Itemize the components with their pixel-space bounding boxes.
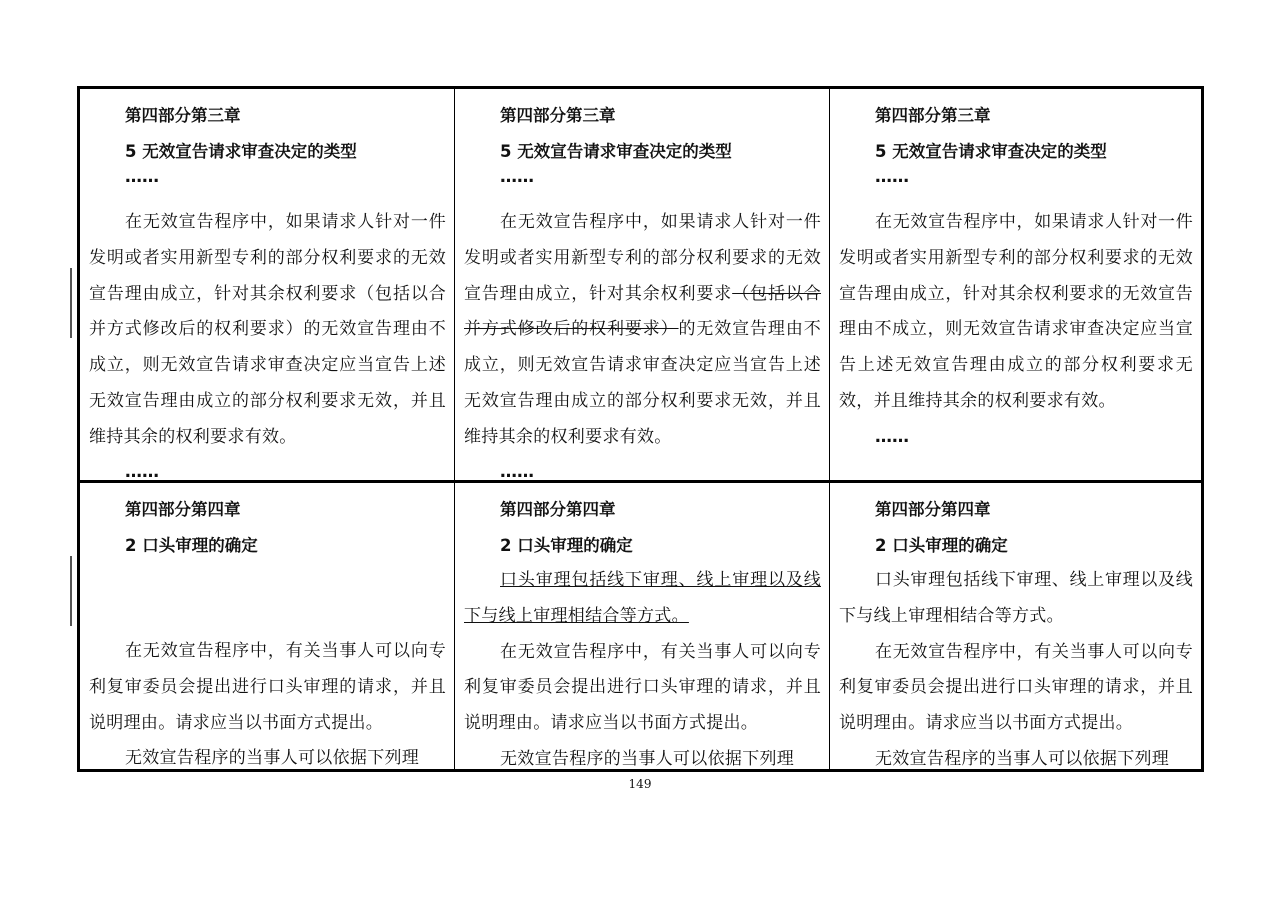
section-heading: 2 口头审理的确定 — [500, 535, 633, 555]
paragraph: 在无效宣告程序中，有关当事人可以向专利复审委员会提出进行口头审理的请求，并且说明理由。请求应当以书面方式提出。 — [464, 641, 821, 734]
paragraph: 无效宣告程序的当事人可以依据下列理 — [125, 748, 420, 769]
chapter-heading: 第四部分第四章 — [500, 500, 616, 519]
chapter-heading: 第四部分第三章 — [125, 106, 241, 125]
cell-revision-section-5 — [455, 89, 830, 483]
text-part: 的无效宣告理由不成立，则无效宣告请求审查决定应当宣告上述无效宣告理由成立的部分权利要求无效，并且维持其余的权利要求有效。 — [464, 319, 821, 447]
ellipsis: …… — [875, 167, 909, 188]
comparison-table — [77, 86, 1204, 772]
chapter-heading: 第四部分第三章 — [500, 106, 616, 125]
page-number: 149 — [628, 777, 652, 791]
chapter-heading: 第四部分第三章 — [875, 106, 991, 125]
cell-revised-section-5 — [830, 89, 1201, 483]
cell-revised-section-2 — [830, 483, 1201, 769]
section-heading: 5 无效宣告请求审查决定的类型 — [875, 141, 1107, 161]
cell-original-section-5 — [80, 89, 455, 483]
text-part: 在无效宣告程序中，如果请求人针对一件发明或者实用新型专利的部分权利要求的无效宣告理由成立，针对其余权利要求 — [464, 212, 821, 304]
change-bar-1 — [70, 268, 72, 338]
ellipsis: …… — [500, 167, 534, 188]
inserted-paragraph — [464, 563, 821, 634]
section-heading: 2 口头审理的确定 — [875, 535, 1008, 555]
chapter-heading: 第四部分第四章 — [875, 500, 991, 519]
cell-original-section-2 — [80, 483, 455, 769]
paragraph: 在无效宣告程序中，如果请求人针对一件发明或者实用新型专利的部分权利要求的无效宣告理由成立，针对其余权利要求（包括以合并方式修改后的权利要求）的无效宣告理由不成立，则无效宣告请求审查决定应当宣告上述无效宣告理由成立的部分权利要求无效，并且维持其余的权利要求有效。 — [89, 212, 446, 447]
ellipsis: …… — [875, 426, 909, 447]
paragraph: 无效宣告程序的当事人可以依据下列理 — [500, 748, 795, 769]
paragraph: 无效宣告程序的当事人可以依据下列理 — [875, 748, 1170, 769]
chapter-heading: 第四部分第四章 — [125, 500, 241, 519]
paragraph-with-deletion — [464, 205, 821, 455]
deleted-text: （包括以合并方式修改后的权利要求） — [464, 283, 822, 340]
cell-revision-section-2 — [455, 483, 830, 769]
ellipsis: …… — [125, 167, 159, 188]
section-heading: 2 口头审理的确定 — [125, 535, 258, 555]
paragraph: 在无效宣告程序中，有关当事人可以向专利复审委员会提出进行口头审理的请求，并且说明理由。请求应当以书面方式提出。 — [89, 641, 446, 733]
section-heading: 5 无效宣告请求审查决定的类型 — [500, 141, 732, 161]
paragraph: 在无效宣告程序中，有关当事人可以向专利复审委员会提出进行口头审理的请求，并且说明理由。请求应当以书面方式提出。 — [839, 641, 1193, 734]
paragraph: 口头审理包括线下审理、线上审理以及线下与线上审理相结合等方式。 — [839, 570, 1193, 627]
empty-insertion-space — [89, 563, 446, 634]
paragraph: 在无效宣告程序中，如果请求人针对一件发明或者实用新型专利的部分权利要求的无效宣告理由成立，针对其余权利要求的无效宣告理由不成立，则无效宣告请求审查决定应当宣告上述无效宣告理由成立的部分权利要求无效，并且维持其余的权利要求有效。 — [839, 212, 1193, 411]
change-bar-2 — [70, 556, 72, 626]
inserted-text: 口头审理包括线下审理、线上审理以及线下与线上审理相结合等方式。 — [464, 570, 821, 627]
ellipsis: …… — [500, 462, 534, 483]
ellipsis: …… — [125, 462, 159, 483]
section-heading: 5 无效宣告请求审查决定的类型 — [125, 141, 357, 161]
